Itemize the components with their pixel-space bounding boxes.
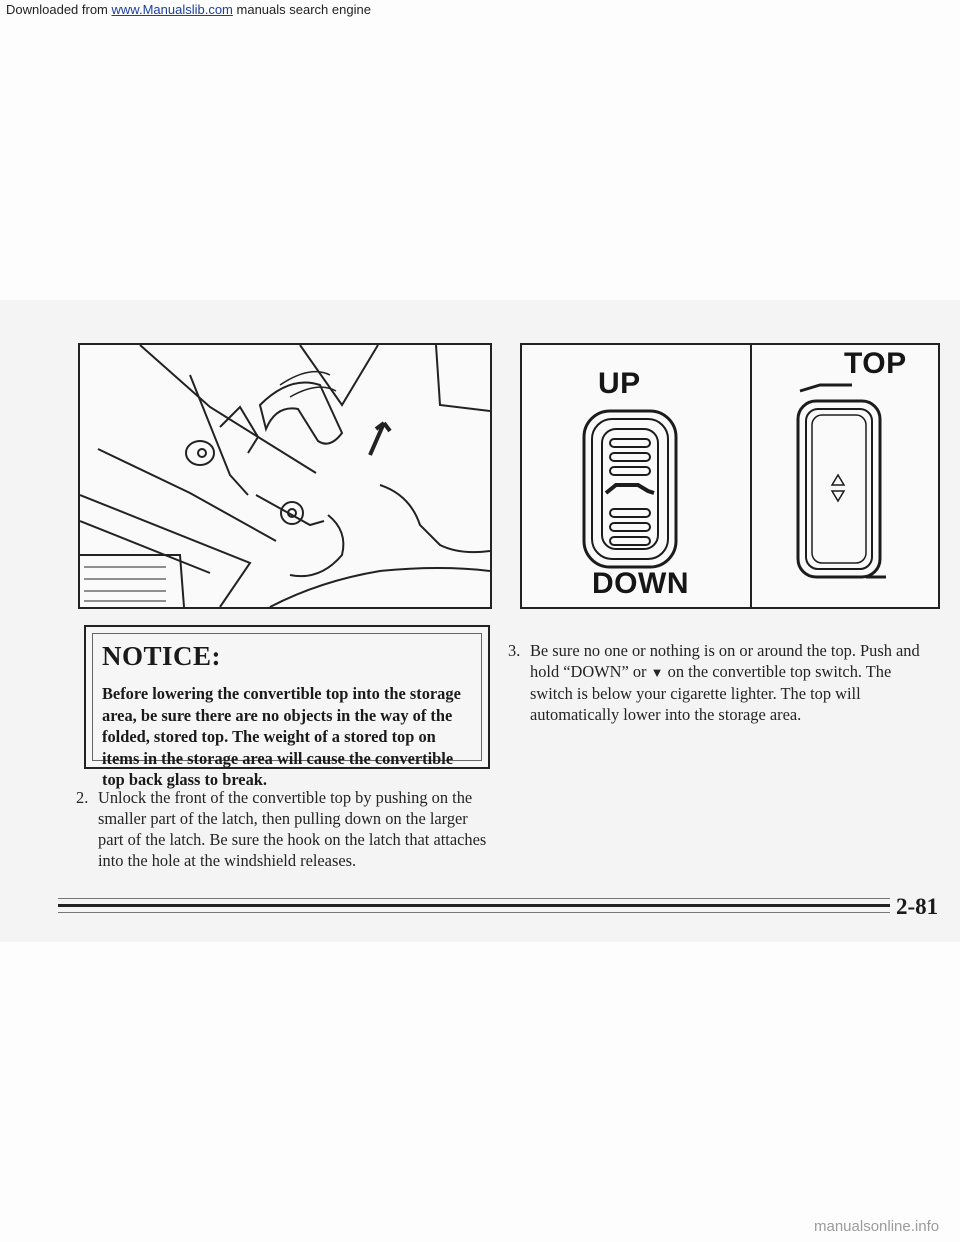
notice-title: NOTICE:	[102, 641, 222, 671]
step-3-text-before: Be sure no one or nothing is on or around the top. Push and hold “DOWN” or	[530, 641, 920, 681]
step-3	[508, 640, 938, 750]
step-3-number: 3.	[508, 641, 521, 660]
convertible-car-icon	[606, 485, 654, 493]
down-triangle-icon: ▼	[650, 665, 664, 680]
top-label: TOP	[844, 347, 907, 380]
top-switch-illustration	[520, 343, 940, 609]
latch-illustration	[78, 343, 492, 609]
notice-box	[84, 625, 490, 790]
notice-body: Before lowering the convertible top into the storage area, be sure there are no objects in the way of the folded, stored top. The weight of a stored top on items in the storage area will cause the convertible top back glass to break.	[102, 684, 461, 790]
latch-drawing	[80, 345, 490, 607]
header-prefix: Downloaded from	[6, 2, 108, 17]
header-suffix: manuals search engine	[236, 2, 371, 17]
step-2	[76, 787, 496, 897]
up-label: UP	[598, 367, 641, 400]
step-2-number: 2.	[76, 788, 89, 807]
down-label: DOWN	[592, 567, 689, 600]
switch-drawing	[522, 345, 938, 607]
manualslib-link[interactable]: www.Manualslib.com	[111, 2, 233, 17]
up-down-switch-outline	[584, 411, 676, 567]
step-2-text: Unlock the front of the convertible top by pushing on the smaller part of the latch, then pulling down on the larger part of the latch. Be sure the hook on the latch that attaches into the hole at the windshield releases.	[98, 788, 487, 870]
up-arrow-icon	[832, 475, 844, 485]
rule-thick	[58, 904, 890, 907]
top-switch-outline	[798, 401, 880, 577]
download-header	[6, 2, 371, 17]
rule-thin-top	[58, 898, 890, 899]
down-arrow-icon	[832, 491, 844, 501]
page-number: 2-81	[896, 894, 939, 919]
rule-thin-bottom	[58, 912, 890, 913]
step-3-text-after: on the convertible top switch. The switch is below your cigarette lighter. The top will automatically lower into the storage area.	[530, 662, 892, 724]
step-3-text	[530, 640, 938, 725]
footer-watermark: manualsonline.info	[814, 1218, 940, 1235]
